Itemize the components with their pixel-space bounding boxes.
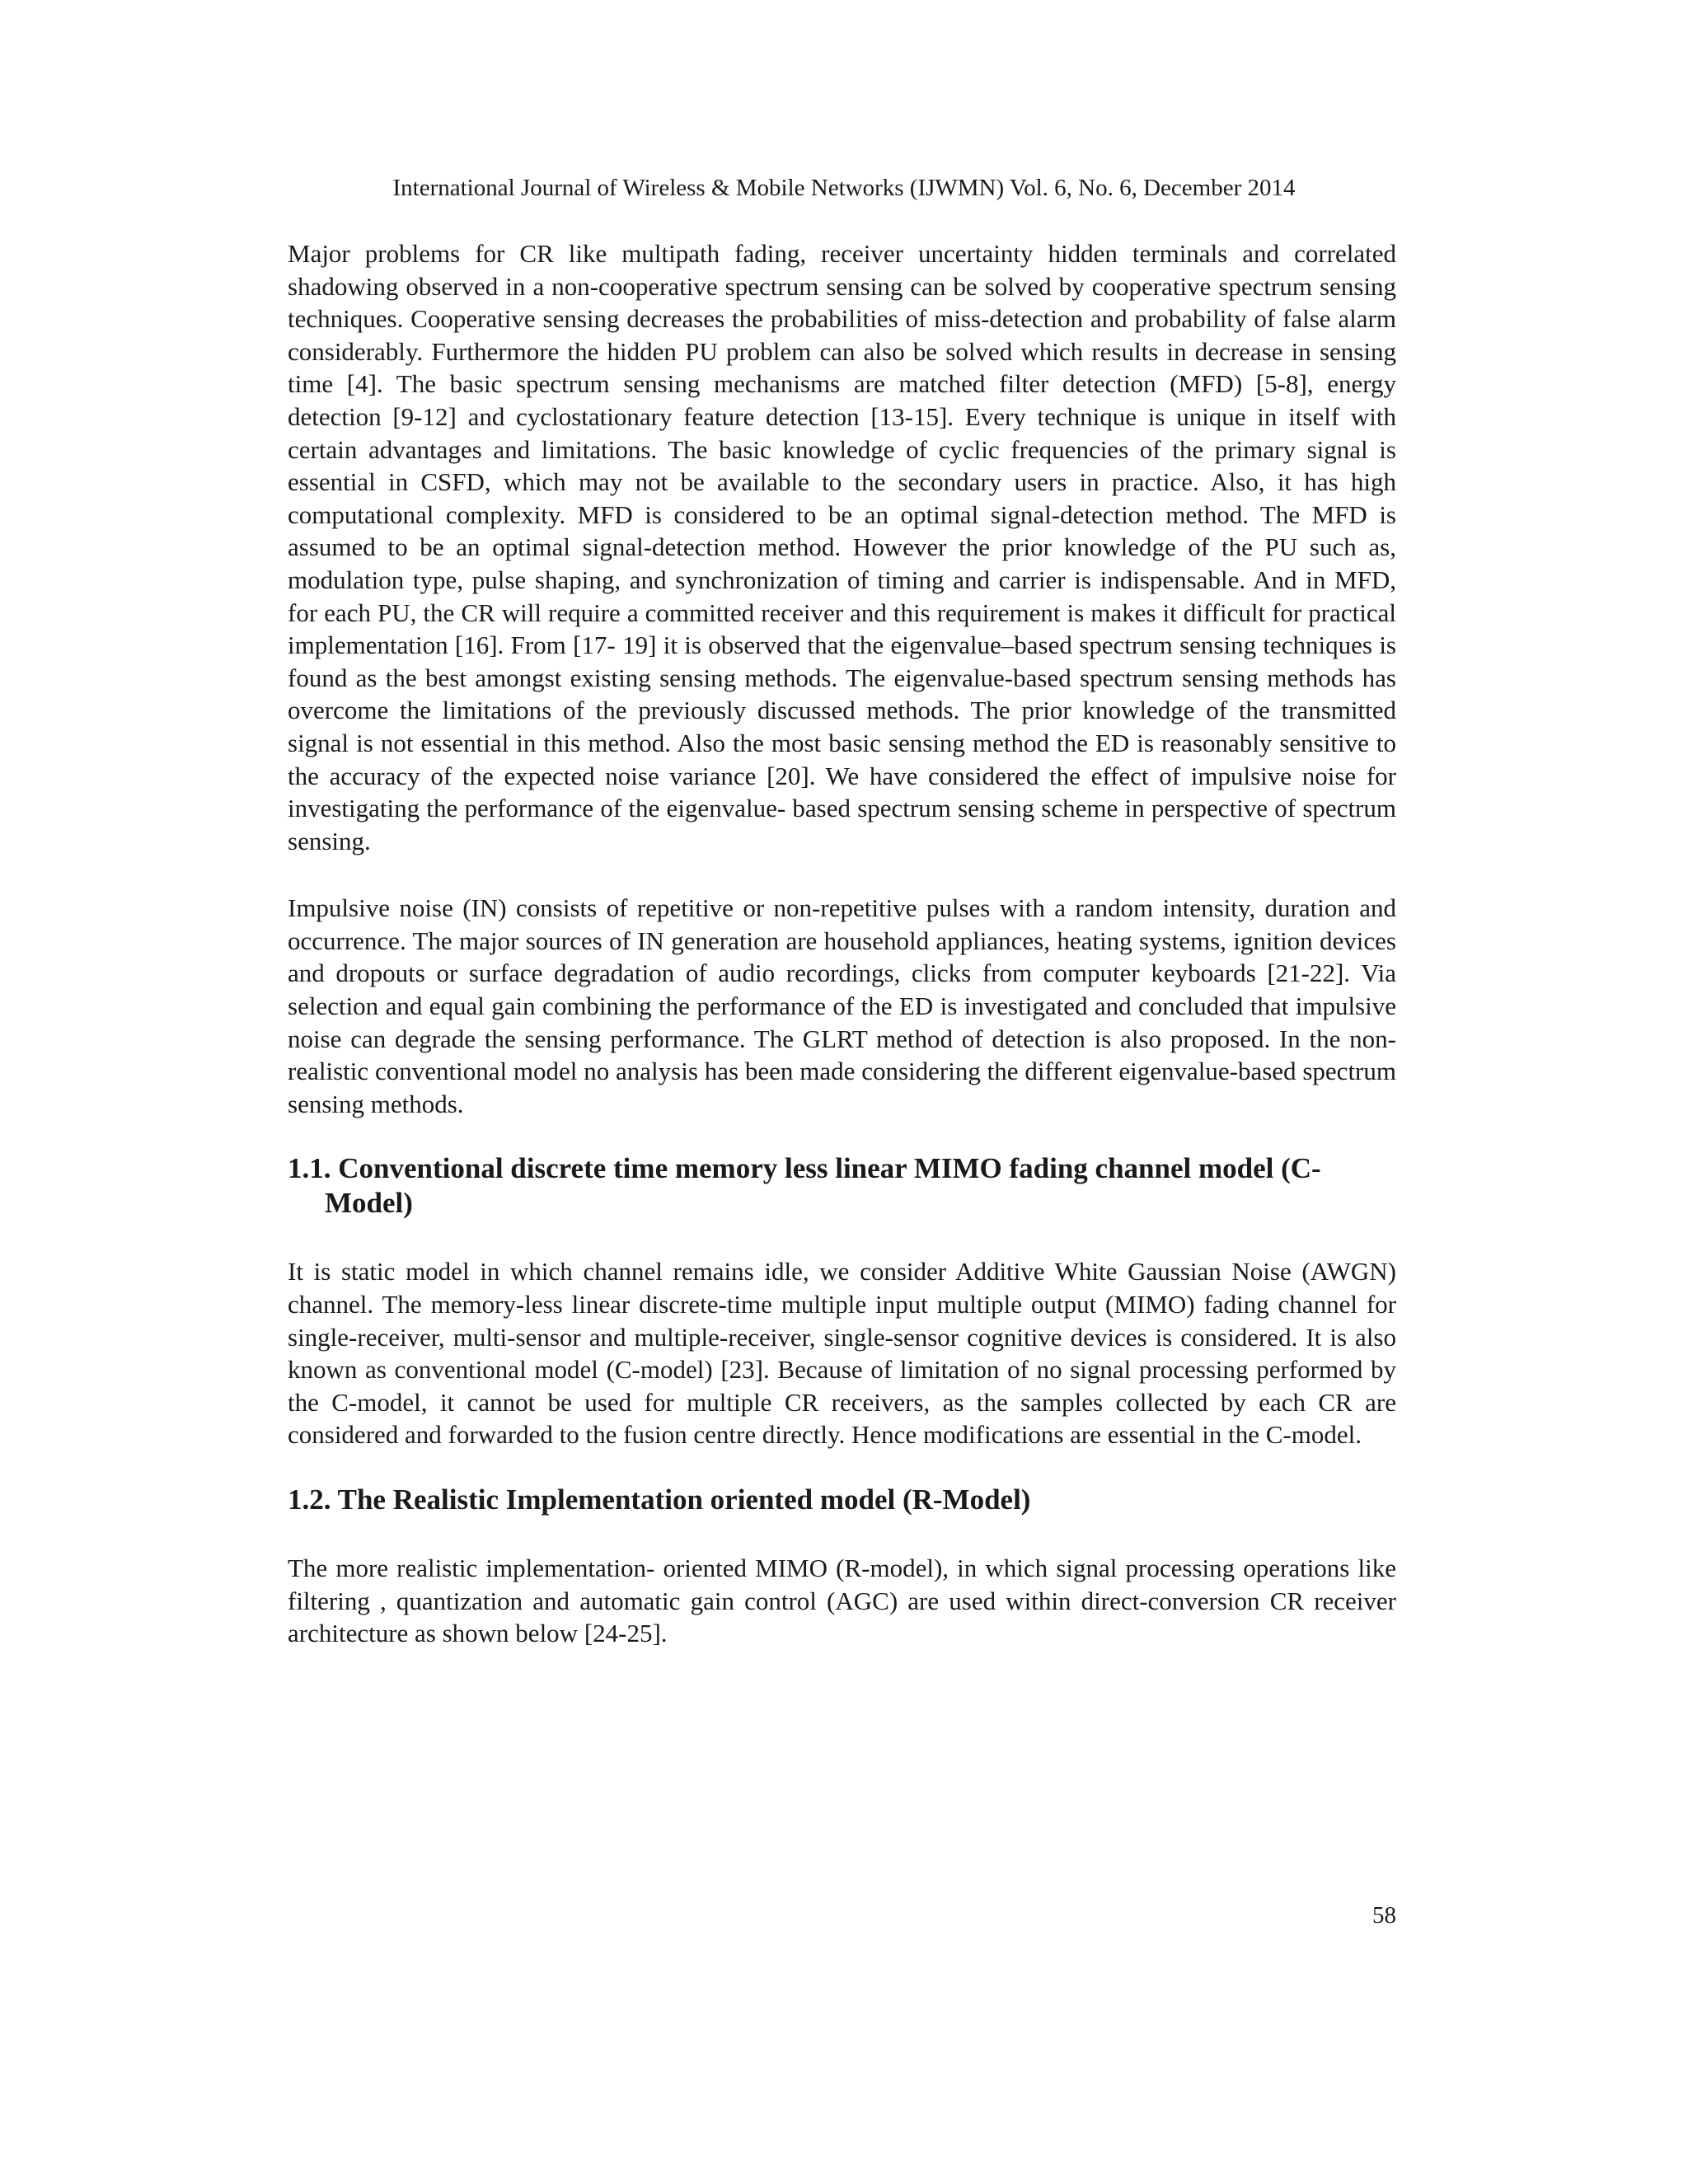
heading-spacer — [288, 1221, 1396, 1255]
section-spacer — [288, 1120, 1396, 1151]
section-heading-r-model: 1.2. The Realistic Implementation oriented model (R-Model) — [288, 1483, 1031, 1516]
body-paragraph-impulsive-noise: Impulsive noise (IN) consists of repetitive or non-repetitive pulses with a random intensity, duration and occurrence. The major sources of IN generation are household appliances, heating systems, ignition devices and dropouts or surface degradation of audio recordings, clicks from computer keyboards [21-22]. Via selection and equal gain combining the performance of the ED is investigated and concluded that impulsive noise can degrade the sensing performance. The GLRT method of detection is also proposed. In the non-realistic conventional model no analysis has been made considering the different eigenvalue-based spectrum sensing methods. — [288, 893, 1396, 1118]
body-paragraph-r-model: The more realistic implementation- oriented MIMO (R-model), in which signal processing operations like filtering , quantization and automatic gain control (AGC) are used within direct-conversion CR receiver architecture as shown below [24-25]. — [288, 1554, 1396, 1648]
section-heading-c-model: 1.1. Conventional discrete time memory less linear MIMO fading channel model (C-Model) — [288, 1152, 1321, 1220]
page-number: 58 — [1372, 1902, 1396, 1929]
journal-running-header: International Journal of Wireless & Mobile Networks (IJWMN) Vol. 6, No. 6, December 2014 — [392, 175, 1296, 201]
body-paragraph-c-model: It is static model in which channel remains idle, we consider Additive White Gaussian Noise (AWGN) channel. The memory-less linear discrete-time multiple input multiple output (MIMO) fading channel for single-receiver, multi-sensor and multiple-receiver, single-sensor cognitive devices is considered. It is also known as conventional model (C-model) [23]. Because of limitation of no signal processing performed by the C-model, it cannot be used for multiple CR receivers, as the samples collected by each CR are considered and forwarded to the fusion centre directly. Hence modifications are essential in the C-model. — [288, 1257, 1396, 1450]
paragraph-spacer — [288, 857, 1396, 892]
article-body — [288, 237, 1396, 1650]
body-paragraph-spectrum-sensing: Major problems for CR like multipath fading, receiver uncertainty hidden terminals and correlated shadowing observed in a non-cooperative spectrum sensing can be solved by cooperative spectrum sensing techniques. Cooperative sensing decreases the probabilities of miss-detection and probability of false alarm considerably. Furthermore the hidden PU problem can also be solved which results in decrease in sensing time [4]. The basic spectrum sensing mechanisms are matched filter detection (MFD) [5-8], energy detection [9-12] and cyclostationary feature detection [13-15]. Every technique is unique in itself with certain advantages and limitations. The basic knowledge of cyclic frequencies of the primary signal is essential in CSFD, which may not be available to the secondary users in practice. Also, it has high computational complexity. MFD is considered to be an optimal signal-detection method. The MFD is assumed to be an optimal signal-detection method. However the prior knowledge of the PU such as, modulation type, pulse shaping, and synchronization of timing and carrier is indispensable. And in MFD, for each PU, the CR will require a committed receiver and this requirement is makes it difficult for practical implementation [16]. From [17- 19] it is observed that the eigenvalue–based spectrum sensing techniques is found as the best amongst existing sensing methods. The eigenvalue-based spectrum sensing methods has overcome the limitations of the previously discussed methods. The prior knowledge of the transmitted signal is not essential in this method. Also the most basic sensing method the ED is reasonably sensitive to the accuracy of the expected noise variance [20]. We have considered the effect of impulsive noise for investigating the performance of the eigenvalue- based spectrum sensing scheme in perspective of spectrum sensing. — [288, 239, 1396, 855]
heading-spacer — [288, 1517, 1396, 1552]
section-spacer — [288, 1451, 1396, 1483]
